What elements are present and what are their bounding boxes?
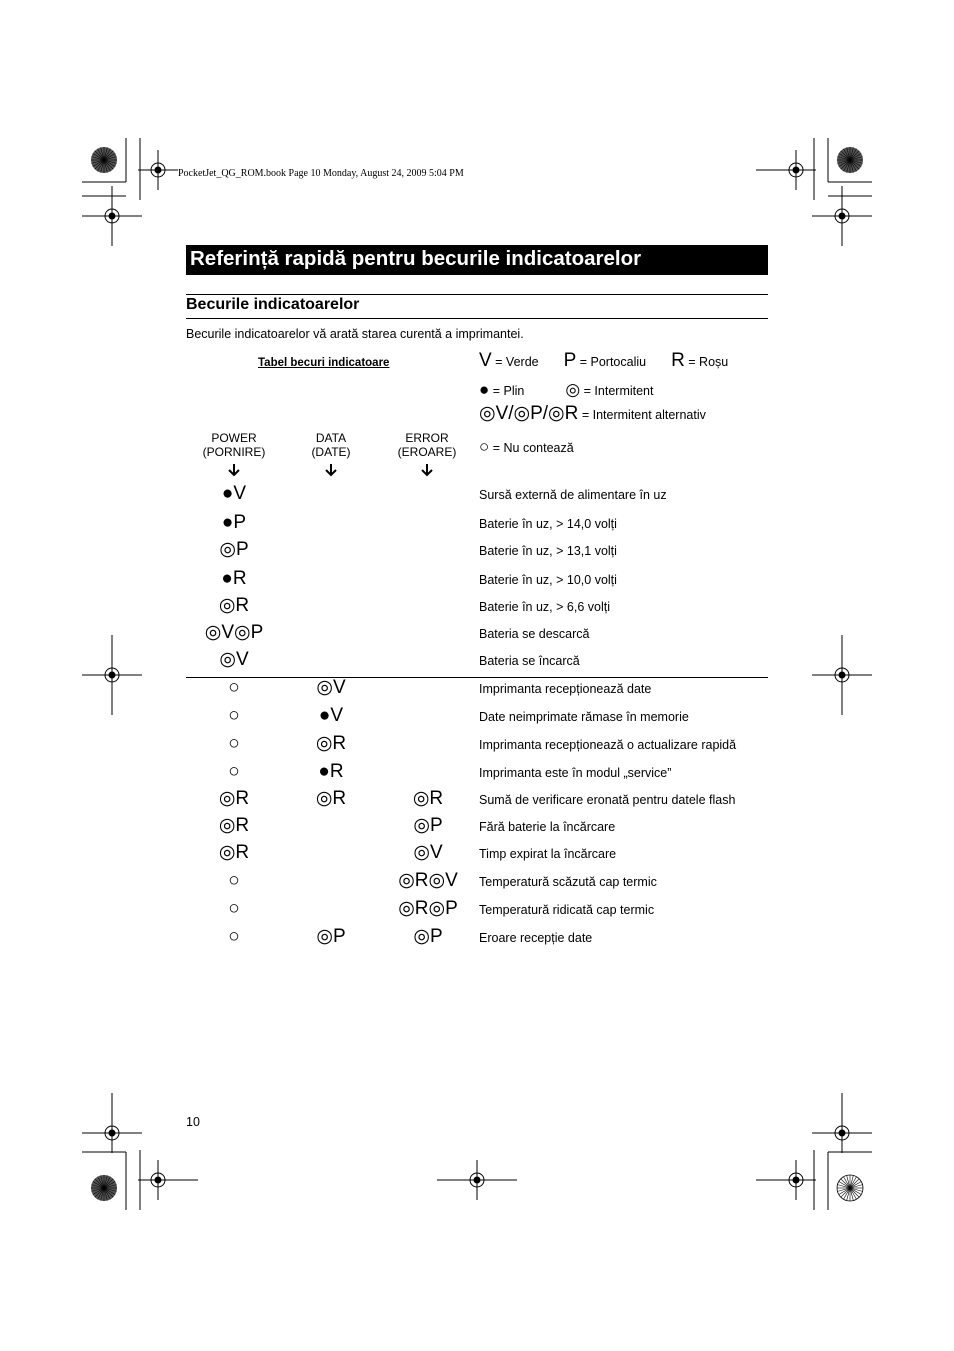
power-led-state: ◎V	[219, 649, 249, 670]
power-led-state: ◎P	[219, 539, 249, 560]
state-description: Eroare recepție date	[479, 931, 593, 945]
legend-solid-text: = Plin	[489, 384, 525, 398]
table-caption: Tabel becuri indicatoare	[258, 357, 390, 369]
state-description: Baterie în uz, > 13,1 volți	[479, 544, 617, 558]
power-led-state: ○	[228, 705, 240, 726]
power-led-state: ○	[228, 733, 240, 754]
legend-alternating	[479, 402, 706, 425]
error-led-state: ◎R	[412, 788, 444, 809]
power-led-state: ◎R	[218, 595, 250, 616]
state-description: Baterie în uz, > 6,6 volți	[479, 600, 610, 614]
file-header-note: PocketJet_QG_ROM.book Page 10 Monday, August 24, 2009 5:04 PM	[178, 168, 464, 179]
alternating-blink-icon: ◎V/◎P/◎R	[479, 403, 579, 424]
page-title: Referință rapidă pentru becurile indicatoarelor	[190, 247, 642, 270]
section-heading: Becurile indicatoarelor	[186, 296, 360, 313]
power-led-state: ○	[228, 926, 240, 947]
column-header-data-sub: (DATE)	[311, 445, 351, 459]
column-header-error	[372, 431, 482, 459]
state-description: Baterie în uz, > 14,0 volți	[479, 517, 617, 531]
column-header-error-label: ERROR	[405, 431, 449, 445]
power-led-state: ◎R	[218, 788, 250, 809]
state-description: Date neimprimate rămase în memorie	[479, 710, 689, 724]
power-led-state: ◎R	[218, 815, 250, 836]
data-led-state: ◎V	[316, 677, 346, 698]
power-led-state: ●V	[221, 483, 247, 504]
dont-care-icon: ○	[479, 437, 490, 456]
state-description: Temperatură scăzută cap termic	[479, 875, 657, 889]
error-led-state: ◎P	[413, 926, 443, 947]
power-led-state: ◎V◎P	[204, 622, 264, 643]
legend-dontcare	[479, 437, 574, 457]
arrow-down-icon	[224, 462, 244, 478]
column-header-power-sub: (PORNIRE)	[202, 445, 266, 459]
legend-r-text: = Roșu	[684, 355, 729, 369]
state-description: Fără baterie la încărcare	[479, 820, 616, 834]
power-led-state: ○	[228, 761, 240, 782]
solid-icon: ●	[479, 380, 490, 399]
data-led-state: ◎R	[315, 788, 347, 809]
legend-v-text: = Verde	[491, 355, 539, 369]
legend-alt-text: = Intermitent alternativ	[578, 408, 706, 422]
legend-v-letter: V	[479, 350, 492, 371]
column-header-power	[179, 431, 289, 459]
state-description: Bateria se descarcă	[479, 627, 590, 641]
legend-blink-text: = Intermitent	[580, 384, 654, 398]
column-header-power-label: POWER	[211, 431, 257, 445]
legend-p-letter: P	[563, 350, 577, 371]
state-description: Sumă de verificare eronată pentru datele flash	[479, 793, 736, 807]
power-led-state: ●R	[221, 568, 247, 589]
legend-r-letter: R	[671, 350, 685, 371]
legend-p-text: = Portocaliu	[576, 355, 647, 369]
error-led-state: ◎R◎P	[398, 898, 458, 919]
column-header-data-label: DATA	[315, 431, 347, 445]
state-description: Bateria se încarcă	[479, 654, 580, 668]
error-led-state: ◎V	[413, 842, 443, 863]
column-header-data	[276, 431, 386, 459]
intro-text: Becurile indicatoarelor vă arată starea curentă a imprimantei.	[186, 327, 524, 341]
column-header-error-sub: (EROARE)	[397, 445, 457, 459]
state-description: Imprimanta recepționează o actualizare rapidă	[479, 738, 737, 752]
arrow-down-icon	[417, 462, 437, 478]
divider-line	[186, 318, 768, 319]
legend-dontcare-text: = Nu contează	[489, 441, 574, 455]
power-led-state: ●P	[221, 512, 247, 533]
legend-states	[479, 380, 654, 400]
power-led-state: ○	[228, 677, 240, 698]
state-description: Baterie în uz, > 10,0 volți	[479, 573, 617, 587]
power-led-state: ○	[228, 870, 240, 891]
divider-line	[186, 294, 768, 295]
state-description: Sursă externă de alimentare în uz	[479, 488, 667, 502]
blink-icon: ◎	[565, 380, 581, 399]
arrow-down-icon	[321, 462, 341, 478]
state-description: Timp expirat la încărcare	[479, 847, 617, 861]
legend-colors	[479, 350, 728, 372]
error-led-state: ◎P	[413, 815, 443, 836]
power-led-state: ◎R	[218, 842, 250, 863]
data-led-state: ◎P	[316, 926, 346, 947]
data-led-state: ●R	[318, 761, 344, 782]
state-description: Temperatură ridicată cap termic	[479, 903, 655, 917]
page-title-bar	[186, 245, 768, 275]
state-description: Imprimanta este în modul „service”	[479, 766, 672, 780]
error-led-state: ◎R◎V	[398, 870, 458, 891]
state-description: Imprimanta recepționează date	[479, 682, 652, 696]
power-led-state: ○	[228, 898, 240, 919]
page-number: 10	[186, 1115, 200, 1129]
data-led-state: ●V	[318, 705, 344, 726]
data-led-state: ◎R	[315, 733, 347, 754]
